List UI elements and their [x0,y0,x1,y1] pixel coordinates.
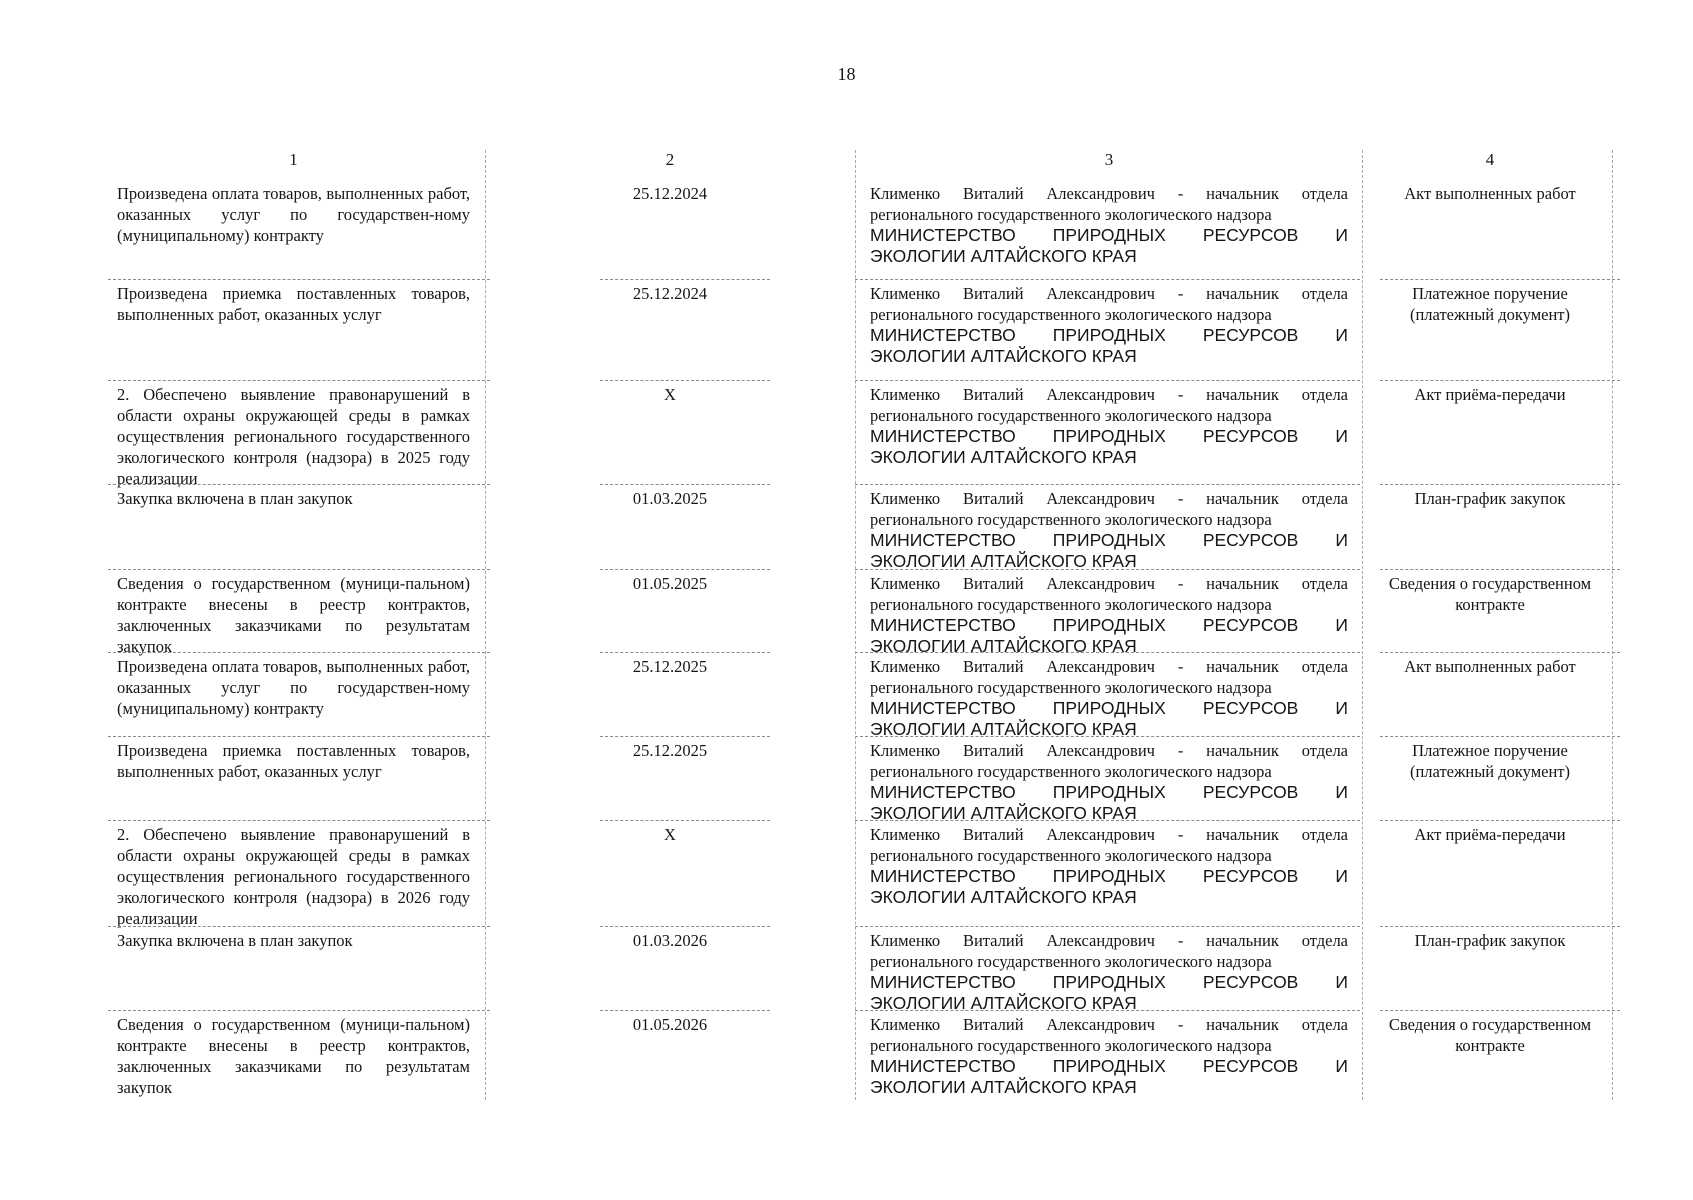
ministry-line-1: МИНИСТЕРСТВО ПРИРОДНЫХ РЕСУРСОВ И [870,225,1348,245]
document-text: Акт приёма-передачи [1414,825,1566,844]
ministry-name [870,225,1348,267]
ministry-line-2: ЭКОЛОГИИ АЛТАЙСКОГО КРАЯ [870,887,1137,907]
table-row-responsible [870,384,1348,468]
table-row-document [1370,1014,1610,1056]
event-text: Произведена оплата товаров, выполненных работ, оказанных услуг по государствен-ному (муниципальному) контракту [117,184,470,245]
row-divider [1380,484,1620,485]
document-text: Платежное поручение (платежный документ) [1409,741,1571,781]
table-row-document [1370,183,1610,204]
ministry-line-1: МИНИСТЕРСТВО ПРИРОДНЫХ РЕСУРСОВ И [870,972,1348,992]
row-divider [108,279,490,280]
row-divider [1380,380,1620,381]
ministry-line-1: МИНИСТЕРСТВО ПРИРОДНЫХ РЕСУРСОВ И [870,782,1348,802]
table-row-event [117,740,470,782]
ministry-line-2: ЭКОЛОГИИ АЛТАЙСКОГО КРАЯ [870,551,1137,571]
event-text: Сведения о государственном (муници-пальном) контракте внесены в реестр контрактов, заключенных заказчиками по результатам закупок [117,574,470,656]
table-row-event [117,656,470,719]
row-divider [108,569,490,570]
table-row-event [117,384,470,489]
table-row-responsible [870,283,1348,367]
row-divider [855,736,1360,737]
column-divider [855,150,856,1100]
ministry-name [870,972,1348,1014]
responsible-text: Клименко Виталий Александрович - начальник отдела регионального государственного экологического надзора [870,284,1348,324]
responsible-text: Клименко Виталий Александрович - начальник отдела регионального государственного экологического надзора [870,657,1348,697]
table-row-event [117,283,470,325]
table-row-date [585,183,755,204]
ministry-line-1: МИНИСТЕРСТВО ПРИРОДНЫХ РЕСУРСОВ И [870,615,1348,635]
ministry-name [870,1056,1348,1098]
row-divider [1380,736,1620,737]
row-divider [1380,1010,1620,1011]
document-text: Акт выполненных работ [1404,184,1576,203]
ministry-name [870,698,1348,740]
row-divider [600,652,770,653]
table-row-event [117,1014,470,1098]
table-row-event [117,824,470,929]
table-row-document [1370,824,1610,845]
table-row-date [585,740,755,761]
responsible-text: Клименко Виталий Александрович - начальник отдела регионального государственного экологического надзора [870,741,1348,781]
column-divider [1362,150,1363,1100]
row-divider [600,569,770,570]
event-text: 2. Обеспечено выявление правонарушений в области охраны окружающей среды в рамках осуществления регионального государственного экологического контроля (надзора) в 2025 году реализации [117,385,470,488]
row-divider [855,820,1360,821]
row-divider [1380,820,1620,821]
event-text: 2. Обеспечено выявление правонарушений в области охраны окружающей среды в рамках осуществления регионального государственного экологического контроля (надзора) в 2026 году реализации [117,825,470,928]
ministry-name [870,530,1348,572]
ministry-line-1: МИНИСТЕРСТВО ПРИРОДНЫХ РЕСУРСОВ И [870,1056,1348,1076]
ministry-name [870,325,1348,367]
ministry-line-2: ЭКОЛОГИИ АЛТАЙСКОГО КРАЯ [870,636,1137,656]
document-text: Сведения о государственном контракте [1388,574,1592,614]
event-text: Произведена приемка поставленных товаров, выполненных работ, оказанных услуг [117,741,470,781]
row-divider [108,736,490,737]
table-row-document [1370,930,1610,951]
row-divider [108,652,490,653]
date-text: 25.12.2024 [632,284,708,303]
row-divider [1380,926,1620,927]
event-text: Закупка включена в план закупок [117,931,353,950]
ministry-line-1: МИНИСТЕРСТВО ПРИРОДНЫХ РЕСУРСОВ И [870,866,1348,886]
date-text: 25.12.2025 [632,741,708,760]
date-text: 01.03.2025 [632,489,708,508]
table-row-document [1370,573,1610,615]
event-text: Сведения о государственном (муници-пальном) контракте внесены в реестр контрактов, заключенных заказчиками по результатам закупок [117,1015,470,1097]
row-divider [1380,652,1620,653]
row-divider [855,652,1360,653]
row-divider [855,484,1360,485]
row-divider [108,484,490,485]
table-row-document [1370,283,1610,325]
responsible-text: Клименко Виталий Александрович - начальник отдела регионального государственного экологического надзора [870,574,1348,614]
row-divider [108,926,490,927]
table-row-event [117,183,470,246]
table-row-date [585,384,755,405]
date-text: 01.05.2026 [632,1015,708,1034]
table-row-responsible [870,656,1348,740]
column-header-2: 2 [665,150,675,169]
ministry-line-2: ЭКОЛОГИИ АЛТАЙСКОГО КРАЯ [870,246,1137,266]
ministry-name [870,782,1348,824]
ministry-name [870,426,1348,468]
row-divider [108,1010,490,1011]
document-text: План-график закупок [1414,489,1566,508]
table-row-responsible [870,824,1348,908]
table-row-event [117,573,470,657]
row-divider [1380,279,1620,280]
ministry-line-1: МИНИСТЕРСТВО ПРИРОДНЫХ РЕСУРСОВ И [870,698,1348,718]
event-text: Произведена оплата товаров, выполненных работ, оказанных услуг по государствен-ному (муниципальному) контракту [117,657,470,718]
column-header-1: 1 [289,150,298,169]
ministry-line-2: ЭКОЛОГИИ АЛТАЙСКОГО КРАЯ [870,346,1137,366]
row-divider [600,736,770,737]
table-row-date [585,488,755,509]
document-text: Акт приёма-передачи [1414,385,1566,404]
ministry-name [870,866,1348,908]
date-text: X [664,385,676,404]
table-row-date [585,573,755,594]
document-text: Платежное поручение (платежный документ) [1409,284,1571,324]
table-row-responsible [870,740,1348,824]
ministry-line-2: ЭКОЛОГИИ АЛТАЙСКОГО КРАЯ [870,803,1137,823]
table-row-responsible [870,183,1348,267]
responsible-text: Клименко Виталий Александрович - начальник отдела регионального государственного экологического надзора [870,1015,1348,1055]
event-text: Произведена приемка поставленных товаров, выполненных работ, оказанных услуг [117,284,470,324]
ministry-name [870,615,1348,657]
date-text: 25.12.2025 [632,657,708,676]
row-divider [600,926,770,927]
table-row-event [117,930,470,951]
row-divider [108,380,490,381]
table-row-responsible [870,573,1348,657]
ministry-line-1: МИНИСТЕРСТВО ПРИРОДНЫХ РЕСУРСОВ И [870,426,1348,446]
document-text: План-график закупок [1414,931,1566,950]
column-divider [1612,150,1613,1100]
table-row-responsible [870,930,1348,1014]
table-row-date [585,930,755,951]
ministry-line-2: ЭКОЛОГИИ АЛТАЙСКОГО КРАЯ [870,1077,1137,1097]
date-text: 01.05.2025 [632,574,708,593]
row-divider [855,380,1360,381]
row-divider [600,820,770,821]
ministry-line-2: ЭКОЛОГИИ АЛТАЙСКОГО КРАЯ [870,447,1137,467]
row-divider [600,484,770,485]
row-divider [600,279,770,280]
row-divider [855,926,1360,927]
document-text: Акт выполненных работ [1404,657,1576,676]
responsible-text: Клименко Виталий Александрович - начальник отдела регионального государственного экологического надзора [870,825,1348,865]
column-header-4: 4 [1485,150,1495,169]
ministry-line-1: МИНИСТЕРСТВО ПРИРОДНЫХ РЕСУРСОВ И [870,530,1348,550]
table-row-document [1370,384,1610,405]
responsible-text: Клименко Виталий Александрович - начальник отдела регионального государственного экологического надзора [870,184,1348,224]
date-text: 25.12.2024 [632,184,708,203]
row-divider [600,380,770,381]
table-row-document [1370,740,1610,782]
row-divider [855,569,1360,570]
responsible-text: Клименко Виталий Александрович - начальник отдела регионального государственного экологического надзора [870,931,1348,971]
table-row-document [1370,656,1610,677]
ministry-line-2: ЭКОЛОГИИ АЛТАЙСКОГО КРАЯ [870,719,1137,739]
ministry-line-1: МИНИСТЕРСТВО ПРИРОДНЫХ РЕСУРСОВ И [870,325,1348,345]
table-row-document [1370,488,1610,509]
column-divider [485,150,486,1100]
responsible-text: Клименко Виталий Александрович - начальник отдела регионального государственного экологического надзора [870,385,1348,425]
table-row-date [585,1014,755,1035]
event-text: Закупка включена в план закупок [117,489,353,508]
date-text: X [664,825,676,844]
table-row-responsible [870,488,1348,572]
row-divider [855,279,1360,280]
column-header-3: 3 [1104,150,1114,169]
ministry-line-2: ЭКОЛОГИИ АЛТАЙСКОГО КРАЯ [870,993,1137,1013]
table-row-date [585,824,755,845]
table-row-date [585,283,755,304]
table-row-date [585,656,755,677]
page-number: 18 [837,64,856,84]
table-row-event [117,488,470,509]
row-divider [1380,569,1620,570]
row-divider [855,1010,1360,1011]
row-divider [600,1010,770,1011]
table-row-responsible [870,1014,1348,1098]
responsible-text: Клименко Виталий Александрович - начальник отдела регионального государственного экологического надзора [870,489,1348,529]
document-text: Сведения о государственном контракте [1388,1015,1592,1055]
date-text: 01.03.2026 [632,931,708,950]
row-divider [108,820,490,821]
